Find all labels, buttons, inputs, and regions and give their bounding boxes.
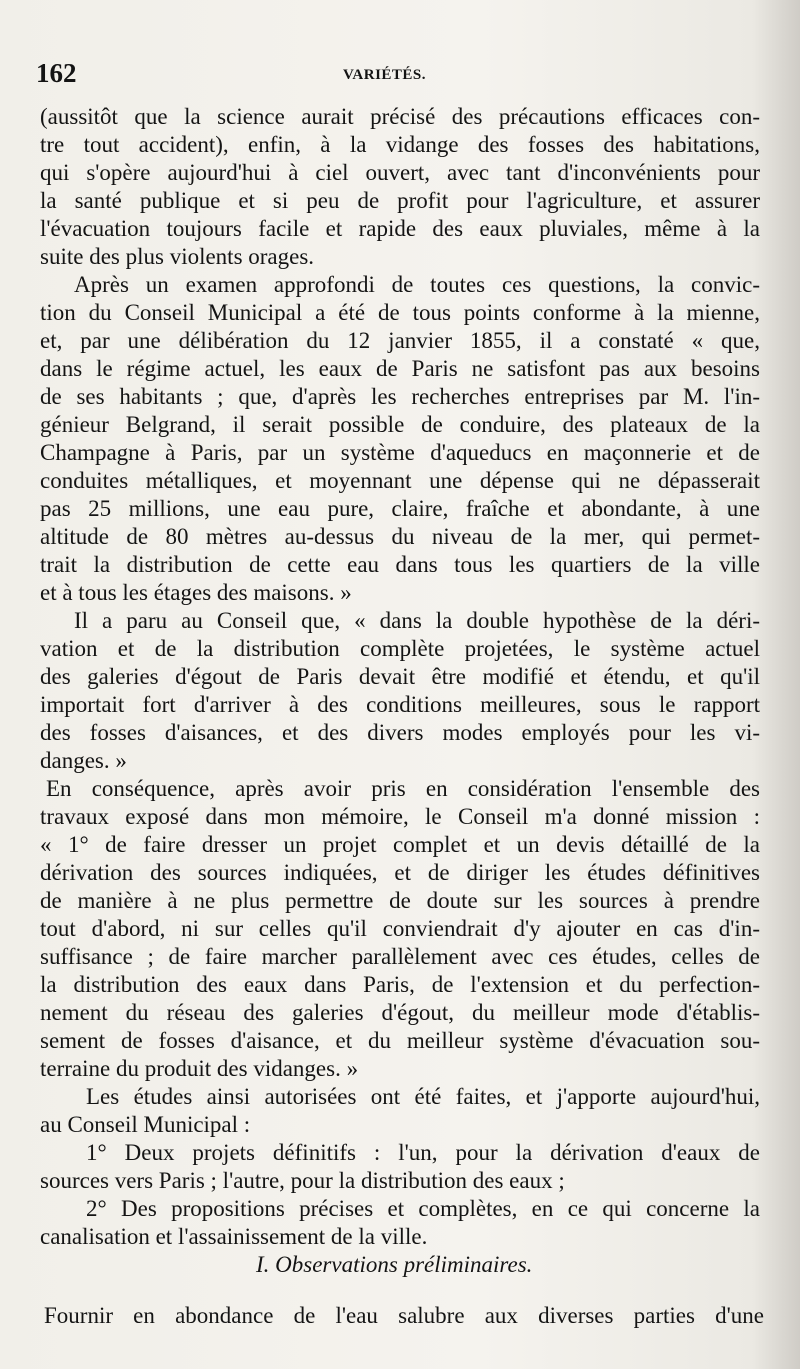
text-line: sement de fosses d'aisance, et du meilleur système d'évacuation sou- [40,1028,760,1053]
text-line: tre tout accident), enfin, à la vidange des fosses des habitations, [40,132,760,157]
text-line: Fournir en abondance de l'eau salubre aux diverses parties d'une [44,1303,764,1328]
text-line: conduites métalliques, et moyennant une dépense qui ne dépasserait [40,468,760,493]
text-line: (aussitôt que la science aurait précisé des précautions efficaces con- [40,104,760,129]
text-line: des galeries d'égout de Paris devait être modifié et étendu, et qu'il [40,664,760,689]
text-line: tout d'abord, ni sur celles qu'il conviendrait d'y ajouter en cas d'in- [40,916,760,941]
text-line: au Conseil Municipal : [40,1112,251,1137]
text-line: 1° Deux projets définitifs : l'un, pour la dérivation d'eaux de [86,1140,760,1165]
text-line: trait la distribution de cette eau dans tous les quartiers de la ville [40,552,760,577]
text-line: terraine du produit des vidanges. » [40,1056,359,1081]
text-line: danges. » [40,748,127,773]
text-line: suite des plus violents orages. [40,244,315,269]
running-head: VARIÉTÉS. [343,67,427,83]
text-line: pas 25 millions, une eau pure, claire, fraîche et abondante, à une [40,496,760,521]
text-line: tion du Conseil Municipal a été de tous points conforme à la mienne, [40,300,760,325]
text-line: Les études ainsi autorisées ont été faites, et j'apporte aujourd'hui, [86,1084,760,1109]
text-line: vation et de la distribution complète projetées, le système actuel [40,636,760,661]
body-text [40,103,760,1251]
text-line: nement du réseau des galeries d'égout, du meilleur mode d'établis- [40,1000,760,1025]
text-line: la santé publique et si peu de profit pour l'agriculture, et assurer [40,188,760,213]
text-line: 2° Des propositions précises et complètes, en ce qui concerne la [86,1196,760,1221]
text-line: et, par une délibération du 12 janvier 1855, il a constaté « que, [40,328,760,353]
page-header [36,58,596,88]
text-line: travaux exposé dans mon mémoire, le Conseil m'a donné mission : [40,804,760,829]
text-line: génieur Belgrand, il serait possible de conduire, des plateaux de la [40,412,760,437]
text-line: sources vers Paris ; l'autre, pour la distribution des eaux ; [40,1168,565,1193]
text-line: « 1° de faire dresser un projet complet et un devis détaillé de la [40,832,760,857]
text-line: Champagne à Paris, par un système d'aqueducs en maçonnerie et de [40,440,760,465]
text-line: dérivation des sources indiquées, et de diriger les études définitives [40,860,760,885]
text-line: suffisance ; de faire marcher parallèlement avec ces études, celles de [40,944,760,969]
text-line: la distribution des eaux dans Paris, de l'extension et du perfection- [40,972,760,997]
text-line: de ses habitants ; que, d'après les recherches entreprises par M. l'in- [40,384,760,409]
text-line: canalisation et l'assainissement de la ville. [40,1224,428,1249]
text-line: Après un examen approfondi de toutes ces questions, la convic- [74,272,760,297]
text-line: et à tous les étages des maisons. » [40,580,352,605]
text-line: En conséquence, après avoir pris en considération l'ensemble des [46,776,760,801]
text-line: Il a paru au Conseil que, « dans la double hypothèse de la déri- [74,608,760,633]
page-number: 162 [36,58,77,88]
text-line: de manière à ne plus permettre de doute sur les sources à prendre [40,888,760,913]
text-line: altitude de 80 mètres au-dessus du niveau de la mer, qui permet- [40,524,760,549]
text-line: des fosses d'aisances, et des divers modes employés pour les vi- [40,720,760,745]
text-line: l'évacuation toujours facile et rapide des eaux pluviales, même à la [40,216,760,241]
section-heading: I. Observations préliminaires. [256,1252,533,1277]
text-line: importait fort d'arriver à des conditions meilleures, sous le rapport [40,692,760,717]
text-line: qui s'opère aujourd'hui à ciel ouvert, avec tant d'inconvénients pour [40,160,760,185]
text-line: dans le régime actuel, les eaux de Paris ne satisfont pas aux besoins [40,356,760,381]
